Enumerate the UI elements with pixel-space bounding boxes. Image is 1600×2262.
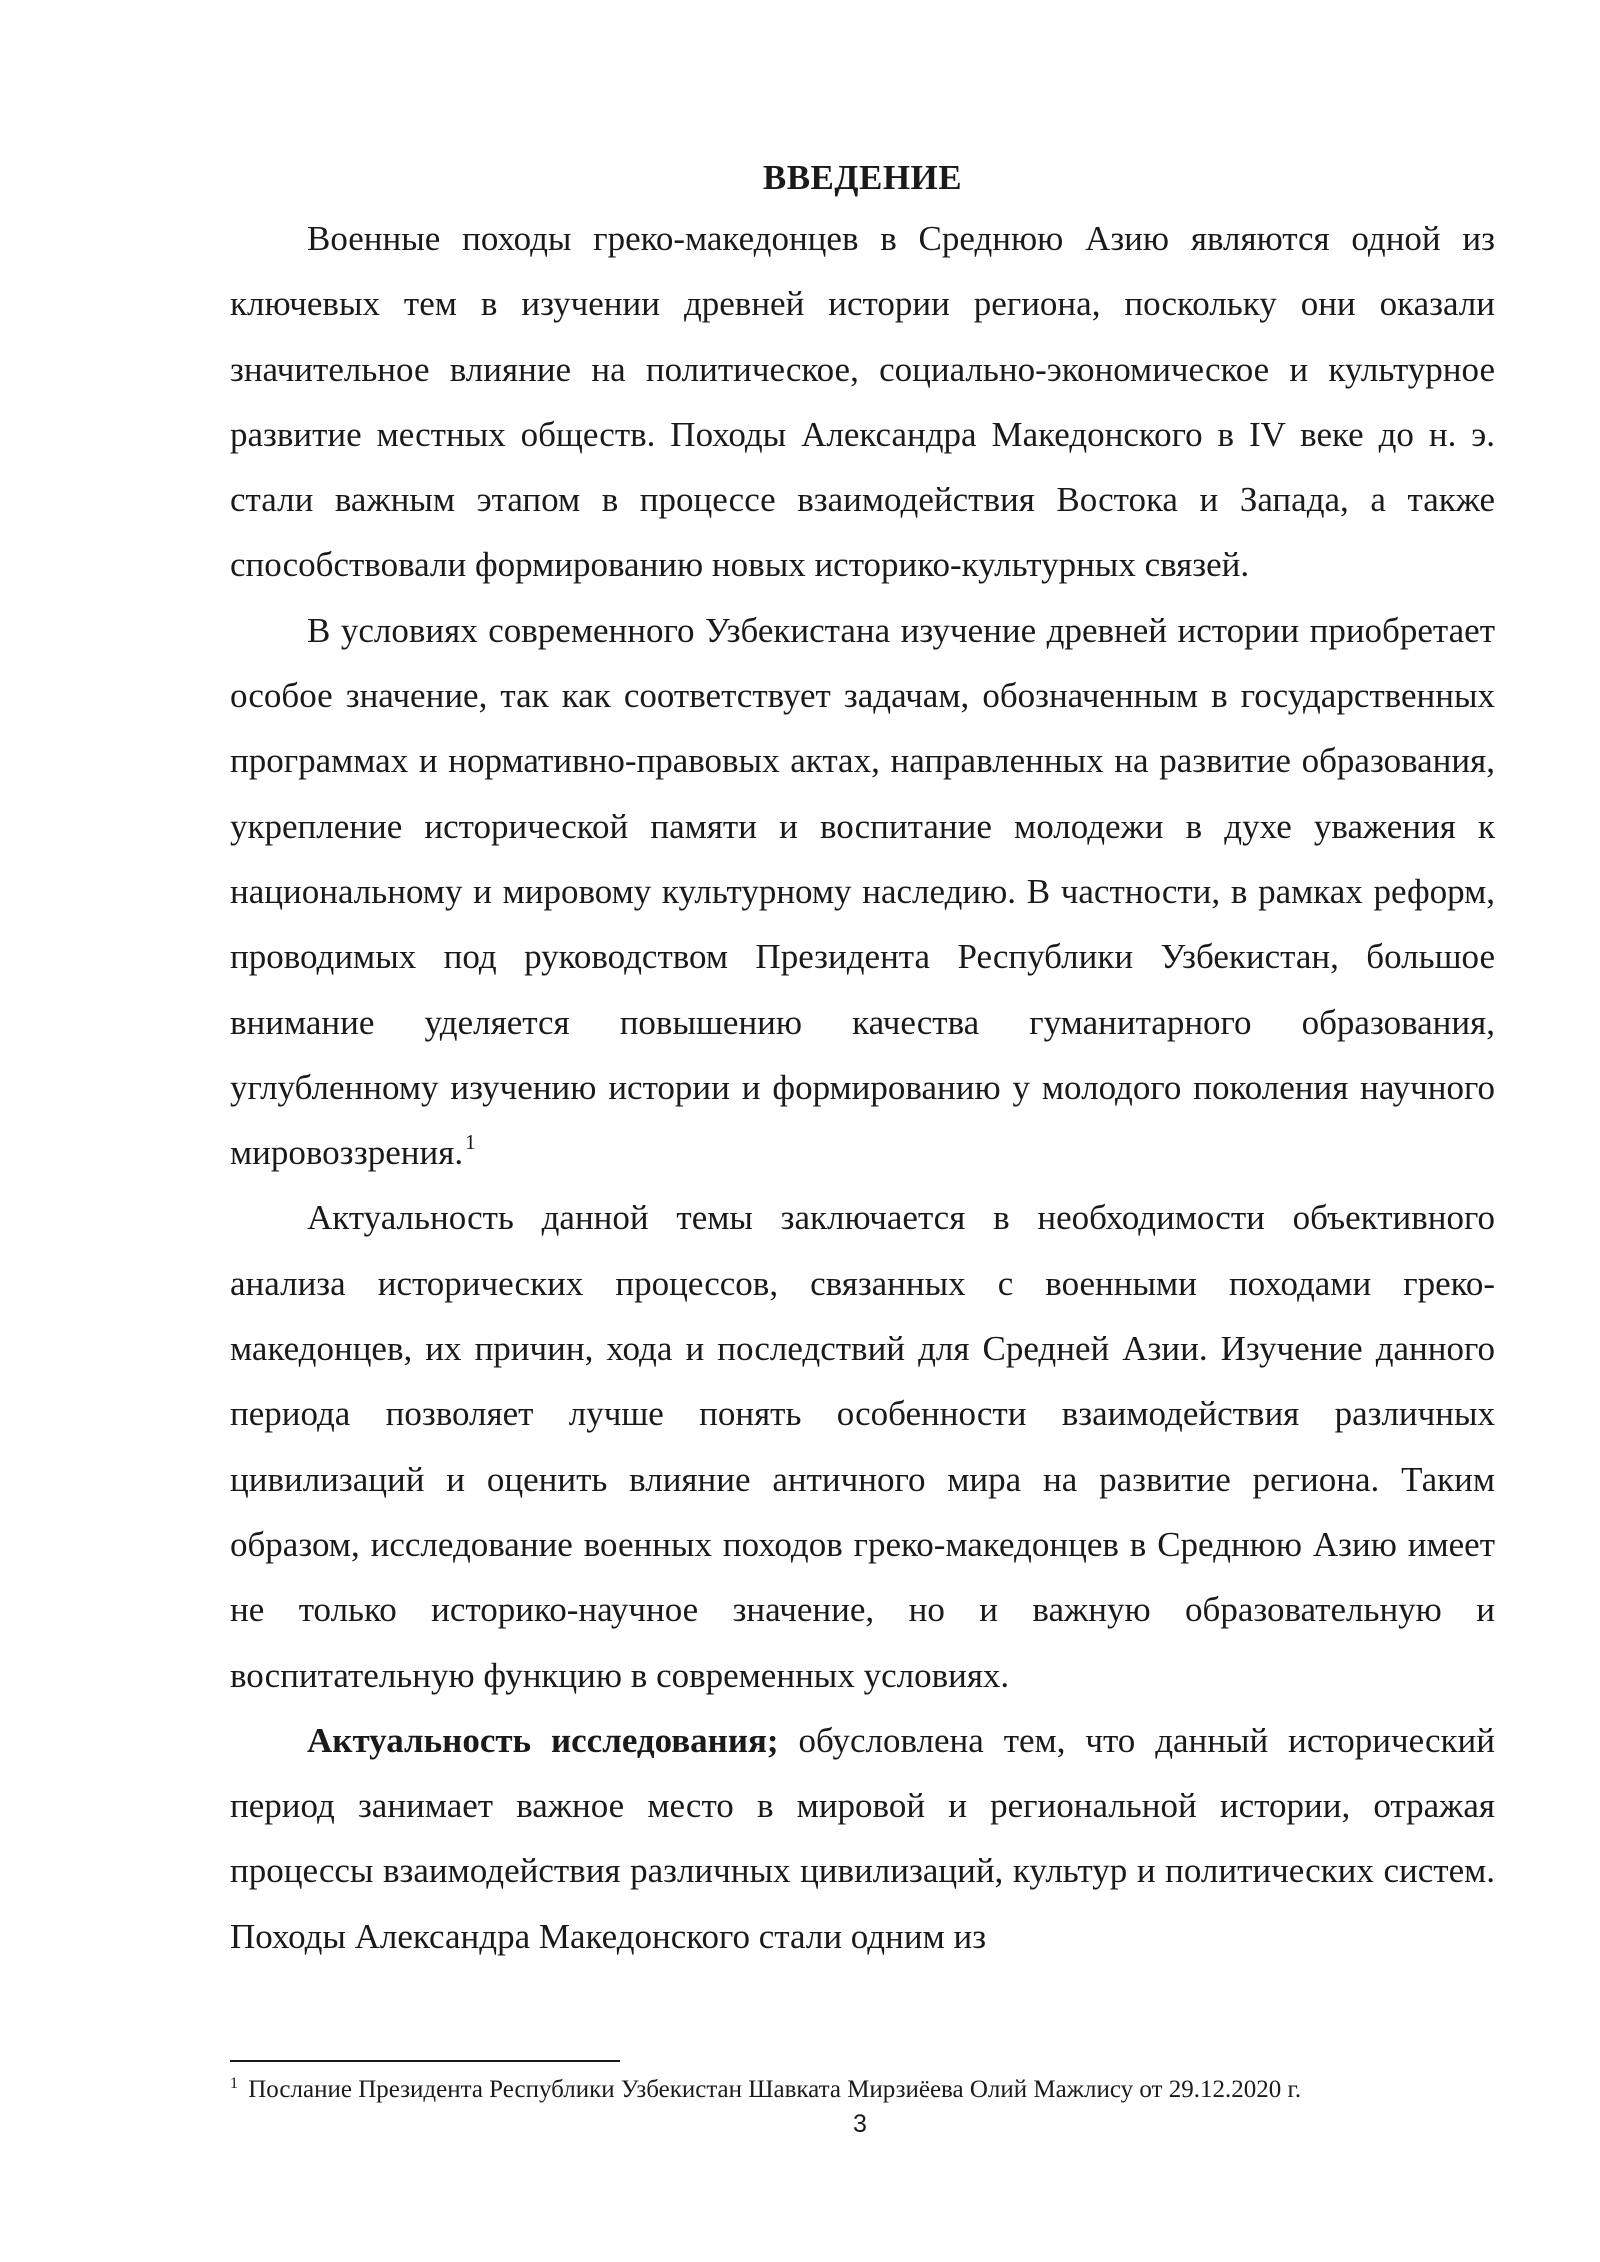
paragraph-4-bold-lead: Актуальность исследования; <box>307 1720 779 1760</box>
paragraph-2-text: В условиях современного Узбекистана изучение древней истории приобретает особое значение, так как соответствует задачам, обозначенным в государственных программах и нормативно-правовых актах, направленных на развитие образования, укрепление исторической памяти и воспитание молодежи в духе уважения к национальному и мировому культурному наследию. В частности, в рамках реформ, проводимых под руководством Президента Республики Узбекистан, большое внимание уделяется повышению качества гуманитарного образования, углубленному изучению истории и формированию у молодого поколения научного мировоззрения. <box>230 610 1495 1173</box>
paragraph-4 <box>230 1708 1495 1969</box>
document-body <box>230 150 1495 1969</box>
footnote <box>230 2074 1495 2106</box>
paragraph-3: Актуальность данной темы заключается в необходимости объективного анализа исторических процессов, связанных с военными походами греко-македонцев, их причин, хода и последствий для Средней Азии. Изучение данного периода позволяет лучше понять особенности взаимодействия различных цивилизаций и оценить влияние античного мира на развитие региона. Таким образом, исследование военных походов греко-македонцев в Среднюю Азию имеет не только историко-научное значение, но и важную образовательную и воспитательную функцию в современных условиях. <box>230 1198 1495 1695</box>
footnote-text: Послание Президента Республики Узбекистан Шавката Мирзиёева Олий Мажлису от 29.12.2020 г. <box>242 2076 1302 2103</box>
page-number: 3 <box>853 2110 867 2138</box>
paragraph-4-text: обусловлена тем, что данный исторический период занимает важное место в мировой и региональной истории, отражая процессы взаимодействия различных цивилизаций, культур и политических систем. Походы Александра Македонского стали одним из <box>230 1720 1496 1956</box>
paragraph-1: Военные походы греко-македонцев в Среднюю Азию являются одной из ключевых тем в изучении древней истории региона, поскольку они оказали значительное влияние на политическое, социально-экономическое и культурное развитие местных обществ. Походы Александра Македонского в IV веке до н. э. стали важным этапом в процессе взаимодействия Востока и Запада, а также способствовали формированию новых историко-культурных связей. <box>230 219 1495 585</box>
section-title: ВВЕДЕНИЕ <box>762 158 963 197</box>
footnote-marker: 1 <box>230 2075 238 2092</box>
footnote-reference[interactable]: 1 <box>465 1130 476 1155</box>
paragraph-2 <box>230 598 1495 1186</box>
footnote-separator <box>230 2060 620 2062</box>
